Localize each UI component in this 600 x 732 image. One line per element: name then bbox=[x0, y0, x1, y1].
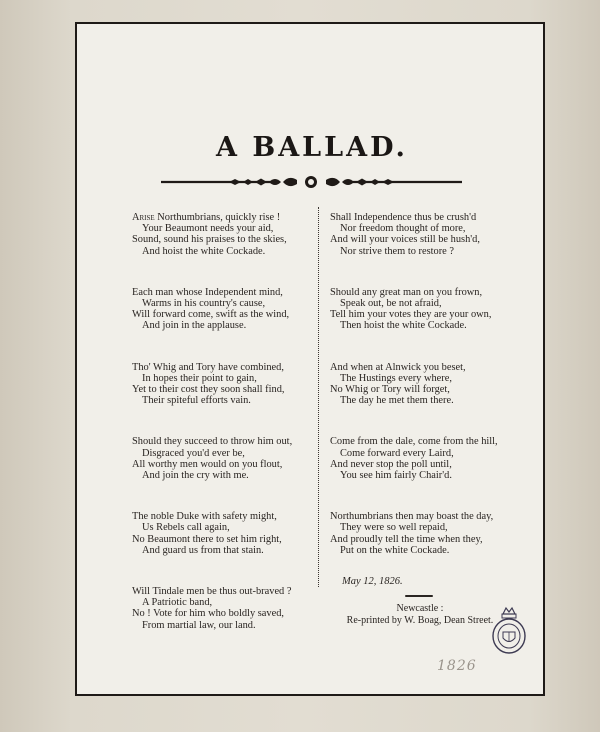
verse-line: Shall Independence thus be crush'd bbox=[330, 212, 477, 223]
stanza bbox=[330, 511, 530, 556]
verse-line: Should any great man on you frown, bbox=[330, 286, 483, 298]
verse-line: The day he met them there. bbox=[340, 395, 454, 407]
verse-line: Sound, sound his praises to the skies, bbox=[132, 234, 287, 246]
verse-line: Come from the dale, come from the hill, bbox=[330, 436, 498, 448]
stanza bbox=[132, 511, 332, 556]
imprint-printer: Re-printed by W. Boag, Dean Street. bbox=[346, 614, 494, 626]
verse-line: From martial law, our land. bbox=[142, 619, 256, 631]
verse-line: The Hustings every where, bbox=[340, 372, 452, 384]
verse-line: You see him fairly Chair'd. bbox=[340, 470, 452, 482]
verse-line: Their spiteful efforts vain. bbox=[142, 395, 251, 407]
right-column bbox=[330, 212, 530, 626]
verse-line: In hopes their point to gain, bbox=[142, 372, 257, 384]
verse-line: Arise Northumbrians, quickly rise ! bbox=[132, 212, 281, 223]
verse-line: Nor strive them to restore ? bbox=[340, 245, 454, 257]
page-title: A BALLAD. bbox=[216, 132, 408, 163]
stanza bbox=[132, 212, 332, 257]
verse-line: All worthy men would on you flout, bbox=[132, 458, 283, 470]
ornamental-rule-icon bbox=[159, 174, 464, 190]
verse-line: A Patriotic band, bbox=[142, 597, 213, 609]
verse-line: Come forward every Laird, bbox=[340, 447, 454, 459]
pencil-annotation: 1826 bbox=[437, 658, 477, 674]
verse-line: Us Rebels call again, bbox=[142, 522, 230, 534]
verse-line: Northumbrians then may boast the day, bbox=[330, 511, 494, 523]
verse-line: Will Tindale men be thus out-braved ? bbox=[132, 586, 292, 598]
verse-line: Each man whose Independent mind, bbox=[132, 286, 283, 298]
verse-line: Disgraced you'd ever be, bbox=[142, 447, 245, 459]
date-line: May 12, 1826. bbox=[342, 576, 403, 588]
verse-line: And join the cry with me. bbox=[142, 470, 249, 482]
verse-line: No ! Vote for him who boldly saved, bbox=[132, 608, 284, 620]
verse-line: Tho' Whig and Tory have combined, bbox=[132, 361, 284, 373]
verse-line: The noble Duke with safety might, bbox=[132, 511, 277, 523]
verse-line: And guard us from that stain. bbox=[142, 544, 264, 556]
verse-line: Speak out, be not afraid, bbox=[340, 298, 442, 310]
verse-line: Should they succeed to throw him out, bbox=[132, 436, 293, 448]
verse-line: And never stop the poll until, bbox=[330, 458, 452, 470]
verse-line: No Beaumont there to set him right, bbox=[132, 533, 282, 545]
stanza bbox=[132, 586, 332, 631]
stanza bbox=[132, 436, 332, 481]
verse-line: And when at Alnwick you beset, bbox=[330, 361, 466, 373]
divider-dash bbox=[405, 595, 433, 597]
verse-line: And proudly tell the time when they, bbox=[330, 533, 483, 545]
drop-word: Arise bbox=[132, 212, 155, 223]
verse-line: Put on the white Cockade. bbox=[340, 544, 450, 556]
verse-line: And join in the applause. bbox=[142, 320, 247, 332]
verse-line: And hoist the white Cockade. bbox=[142, 245, 266, 257]
stanza bbox=[330, 436, 530, 481]
broadside-sheet bbox=[75, 22, 545, 696]
verse-line: Your Beaumont needs your aid, bbox=[142, 223, 274, 235]
verse-line: Yet to their cost they soon shall find, bbox=[132, 384, 285, 396]
verse-line: No Whig or Tory will forget, bbox=[330, 384, 450, 396]
verse-line: They were so well repaid, bbox=[340, 522, 448, 534]
left-column bbox=[132, 212, 332, 661]
imprint bbox=[320, 603, 520, 626]
verse-line: Warms in his country's cause, bbox=[142, 298, 266, 310]
stanza bbox=[330, 362, 530, 407]
verse-line: Then hoist the white Cockade. bbox=[340, 320, 467, 332]
stanza bbox=[330, 212, 530, 257]
verse-line: Tell him your votes they are your own, bbox=[330, 309, 492, 321]
stanza bbox=[132, 287, 332, 332]
verse-line: Will forward come, swift as the wind, bbox=[132, 309, 290, 321]
library-crest-stamp-icon bbox=[491, 604, 527, 656]
imprint-place: Newcastle : bbox=[396, 603, 444, 615]
stanza bbox=[132, 362, 332, 407]
stanza bbox=[330, 287, 530, 332]
verse-line: Nor freedom thought of more, bbox=[340, 223, 466, 235]
verse-line: And will your voices still be hush'd, bbox=[330, 234, 480, 246]
